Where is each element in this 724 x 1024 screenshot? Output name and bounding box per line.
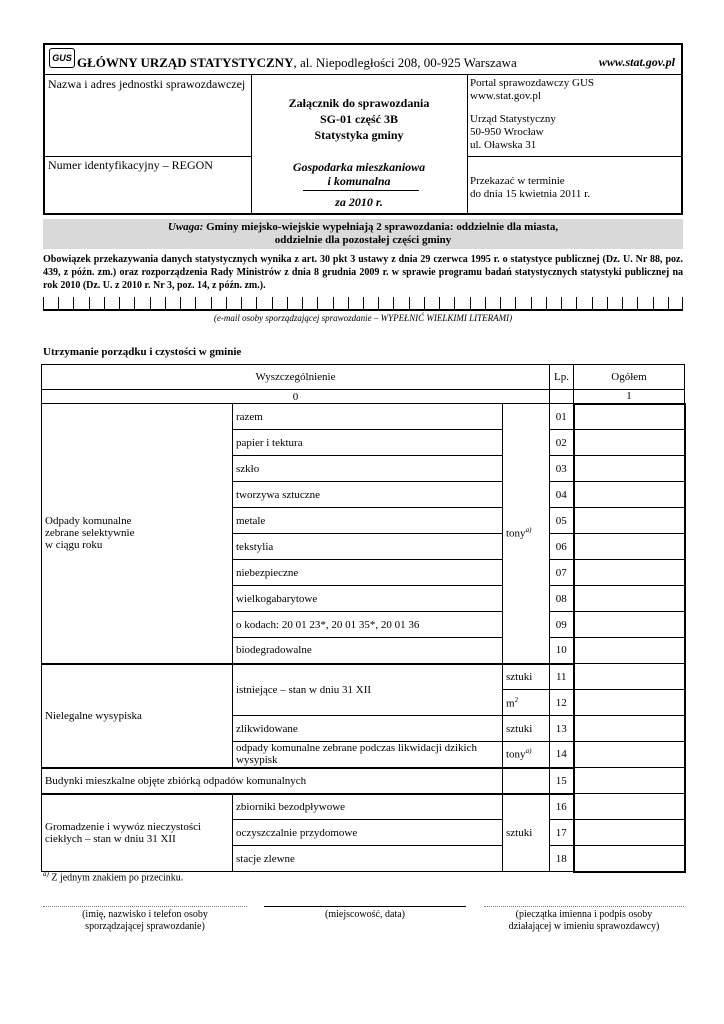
signature-caption-signatory xyxy=(484,909,684,933)
email-char-divider xyxy=(43,297,44,309)
row-label: metale xyxy=(233,508,503,534)
value-input[interactable] xyxy=(574,664,685,690)
value-input[interactable] xyxy=(574,690,685,716)
section-title: Utrzymanie porządku i czystości w gminie xyxy=(43,346,242,358)
caption-line: (imię, nazwisko i telefon osoby xyxy=(82,909,208,920)
unit-name-label: Nazwa i adres jednostki sprawozdawczej xyxy=(48,77,246,91)
row-number: 15 xyxy=(550,768,574,794)
row-number: 09 xyxy=(550,612,574,638)
header-title-bar xyxy=(45,45,681,75)
row-label: tekstylia xyxy=(233,534,503,560)
row-label: zlikwidowane xyxy=(233,716,503,742)
value-input[interactable] xyxy=(574,586,685,612)
deadline-line: Przekazać w terminie xyxy=(470,175,565,187)
value-input[interactable] xyxy=(574,560,685,586)
value-input[interactable] xyxy=(574,404,685,430)
value-input[interactable] xyxy=(574,508,685,534)
website: www.stat.gov.pl xyxy=(598,55,675,69)
row-number: 08 xyxy=(550,586,574,612)
group-label-illegal-dumps: Nielegalne wysypiska xyxy=(42,664,233,768)
recipient-line: Urząd Statystyczny xyxy=(470,113,556,125)
row-number: 02 xyxy=(550,430,574,456)
email-input-boxes[interactable] xyxy=(43,297,683,311)
row-label: tworzywa sztuczne xyxy=(233,482,503,508)
notice-line xyxy=(43,221,683,234)
recipient-line: Portal sprawozdawczy GUS xyxy=(470,77,595,89)
email-char-divider xyxy=(119,297,120,309)
notice-label: Uwaga: xyxy=(167,221,204,233)
value-input[interactable] xyxy=(574,716,685,742)
email-char-divider xyxy=(180,297,181,309)
email-char-divider xyxy=(607,297,608,309)
col-header-total: Ogółem xyxy=(574,365,685,390)
email-char-divider xyxy=(409,297,410,309)
row-number: 11 xyxy=(550,664,574,690)
email-char-divider xyxy=(546,297,547,309)
legal-obligation: Obowiązek przekazywania danych statystycznych wynika z art. 30 pkt 3 ustawy z dnia 29 czerwca 1995 r. o statystyce publicznej (Dz. U. Nr 88, poz. 439, z późn. zm.) oraz rozporządzenia Rady Ministrów z dnia 8 grudnia 2009 r. w sprawie programu badań statystycznych statystyki publicznej na rok 2010 (Dz. U. z 2010 r. Nr 3, poz. 14, z późn. zm.). xyxy=(43,254,683,291)
caption-line: sporządzającej sprawozdanie) xyxy=(85,921,205,932)
unit-cell xyxy=(503,768,550,794)
email-char-divider xyxy=(470,297,471,309)
email-char-divider xyxy=(378,297,379,309)
gus-logo: GUS xyxy=(49,48,75,68)
col-index-empty xyxy=(550,390,574,404)
email-char-divider xyxy=(58,297,59,309)
unit-cell xyxy=(503,690,550,716)
form-header xyxy=(43,43,683,215)
email-char-divider xyxy=(454,297,455,309)
divider xyxy=(467,75,468,215)
notice-text: Gminy miejsko-wiejskie wypełniają 2 sprawozdania: oddzielnie dla miasta, xyxy=(203,221,559,233)
notice-banner xyxy=(43,219,683,249)
value-input[interactable] xyxy=(574,638,685,664)
email-char-divider xyxy=(317,297,318,309)
email-char-divider xyxy=(622,297,623,309)
row-label: Budynki mieszkalne objęte zbiórką odpadów komunalnych xyxy=(42,768,503,794)
row-label: stacje zlewne xyxy=(233,846,503,872)
signature-caption-place-date xyxy=(264,909,466,921)
attachment-line: Statystyka gminy xyxy=(314,128,404,142)
email-char-divider xyxy=(485,297,486,309)
email-char-divider xyxy=(89,297,90,309)
group-label-line: w ciągu roku xyxy=(45,539,103,552)
org-name: GŁÓWNY URZĄD STATYSTYCZNY xyxy=(77,55,294,70)
value-input[interactable] xyxy=(574,820,685,846)
email-char-divider xyxy=(134,297,135,309)
unit-text: tony xyxy=(506,528,526,541)
value-input[interactable] xyxy=(574,456,685,482)
footnote-mark: a) xyxy=(43,870,49,878)
topic-line: Gospodarka mieszkaniowa xyxy=(292,160,426,174)
recipient-line: 50-950 Wrocław xyxy=(470,126,544,138)
unit-note: a) xyxy=(525,526,532,535)
period: za 2010 r. xyxy=(335,195,383,209)
col-index: 1 xyxy=(574,390,685,404)
email-char-divider xyxy=(241,297,242,309)
row-label: razem xyxy=(233,404,503,430)
row-number: 16 xyxy=(550,794,574,820)
col-index: 0 xyxy=(42,390,550,404)
unit-cell xyxy=(503,742,550,768)
group-label-line: Gromadzenie i wywóz nieczystości xyxy=(45,820,202,833)
email-char-divider xyxy=(682,297,683,309)
regon-label: Numer identyfikacyjny – REGON xyxy=(48,158,213,172)
data-table xyxy=(41,364,686,873)
group-label-line: ciekłych – stan w dniu 31 XII xyxy=(45,832,176,845)
row-label: papier i tektura xyxy=(233,430,503,456)
topic-underline xyxy=(303,190,419,191)
row-number: 12 xyxy=(550,690,574,716)
row-label: oczyszczalnie przydomowe xyxy=(233,820,503,846)
row-number: 06 xyxy=(550,534,574,560)
recipient-block xyxy=(470,77,594,152)
attachment-title xyxy=(251,95,467,143)
row-number: 07 xyxy=(550,560,574,586)
row-label: szkło xyxy=(233,456,503,482)
row-number: 05 xyxy=(550,508,574,534)
row-label: biodegradowalne xyxy=(233,638,503,664)
recipient-line: www.stat.gov.pl xyxy=(470,90,541,102)
row-number: 17 xyxy=(550,820,574,846)
signature-caption-preparer xyxy=(43,909,247,933)
row-label: niebezpieczne xyxy=(233,560,503,586)
footnote xyxy=(43,870,183,883)
row-number: 03 xyxy=(550,456,574,482)
org-line xyxy=(77,55,517,71)
email-char-divider xyxy=(195,297,196,309)
value-input[interactable] xyxy=(574,768,685,794)
signature-line xyxy=(264,906,466,907)
email-char-divider xyxy=(348,297,349,309)
footnote-text: Z jednym znakiem po przecinku. xyxy=(48,872,184,884)
email-char-divider xyxy=(592,297,593,309)
email-char-divider xyxy=(653,297,654,309)
topic-line: i komunalna xyxy=(327,174,391,188)
unit-cell: sztuki xyxy=(503,794,550,872)
notice-text: oddzielnie dla pozostałej części gminy xyxy=(274,234,452,246)
email-char-divider xyxy=(424,297,425,309)
email-char-divider xyxy=(393,297,394,309)
email-char-divider xyxy=(150,297,151,309)
row-label: zbiorniki bezodpływowe xyxy=(233,794,503,820)
email-char-divider xyxy=(637,297,638,309)
unit-cell xyxy=(503,404,550,664)
email-char-divider xyxy=(500,297,501,309)
value-input[interactable] xyxy=(574,430,685,456)
attachment-line: Załącznik do sprawozdania xyxy=(288,96,430,110)
row-number: 04 xyxy=(550,482,574,508)
email-char-divider xyxy=(531,297,532,309)
value-input[interactable] xyxy=(574,794,685,820)
caption-line: (miejscowość, data) xyxy=(325,909,405,920)
row-number: 01 xyxy=(550,404,574,430)
group-label-liquid-waste xyxy=(42,794,233,872)
unit-note: a) xyxy=(525,747,532,756)
unit-text: tony xyxy=(506,749,526,762)
col-header-spec: Wyszczególnienie xyxy=(42,365,550,390)
row-label: wielkogabarytowe xyxy=(233,586,503,612)
email-char-divider xyxy=(104,297,105,309)
unit-cell: sztuki xyxy=(503,716,550,742)
email-char-divider xyxy=(439,297,440,309)
email-char-divider xyxy=(287,297,288,309)
group-label-selective-waste xyxy=(42,404,233,664)
row-number: 18 xyxy=(550,846,574,872)
unit-exponent: 2 xyxy=(514,695,519,704)
email-char-divider xyxy=(256,297,257,309)
caption-line: działającej w imieniu sprawozdawcy) xyxy=(508,921,660,932)
row-number: 14 xyxy=(550,742,574,768)
value-input[interactable] xyxy=(574,534,685,560)
email-char-divider xyxy=(211,297,212,309)
value-input[interactable] xyxy=(574,846,685,872)
email-char-divider xyxy=(668,297,669,309)
divider xyxy=(45,156,251,157)
email-char-divider xyxy=(515,297,516,309)
row-number: 13 xyxy=(550,716,574,742)
row-number: 10 xyxy=(550,638,574,664)
recipient-line: ul. Oławska 31 xyxy=(470,139,537,151)
deadline-line: do dnia 15 kwietnia 2011 r. xyxy=(470,188,590,200)
org-address: , al. Niepodległości 208, 00-925 Warszawa xyxy=(293,55,517,70)
email-char-divider xyxy=(226,297,227,309)
col-header-lp: Lp. xyxy=(550,365,574,390)
group-label-line: Odpady komunalne xyxy=(45,515,132,528)
attachment-line: SG-01 część 3B xyxy=(320,112,398,126)
deadline-block xyxy=(470,175,590,201)
caption-line: (pieczątka imienna i podpis osoby xyxy=(515,909,653,920)
email-caption: (e-mail osoby sporządzającej sprawozdanie – WYPEŁNIĆ WIELKIMI LITERAMI) xyxy=(213,313,513,323)
group-label-line: zebrane selektywnie xyxy=(45,527,135,540)
email-char-divider xyxy=(73,297,74,309)
email-char-divider xyxy=(165,297,166,309)
row-label: odpady komunalne zebrane podczas likwidacji dzikich wysypisk xyxy=(233,742,503,768)
email-char-divider xyxy=(363,297,364,309)
unit-text: m xyxy=(506,697,515,710)
email-char-divider xyxy=(333,297,334,309)
email-char-divider xyxy=(561,297,562,309)
divider xyxy=(467,156,683,157)
signature-line xyxy=(43,906,247,908)
email-char-divider xyxy=(576,297,577,309)
value-input[interactable] xyxy=(574,612,685,638)
row-label: istniejące – stan w dniu 31 XII xyxy=(233,664,503,716)
row-label: o kodach: 20 01 23*, 20 01 35*, 20 01 36 xyxy=(233,612,503,638)
topic-title xyxy=(251,160,467,188)
value-input[interactable] xyxy=(574,482,685,508)
signature-line xyxy=(484,906,684,908)
email-char-divider xyxy=(302,297,303,309)
spacer xyxy=(470,103,594,113)
value-input[interactable] xyxy=(574,742,685,768)
unit-cell: sztuki xyxy=(503,664,550,690)
email-char-divider xyxy=(272,297,273,309)
